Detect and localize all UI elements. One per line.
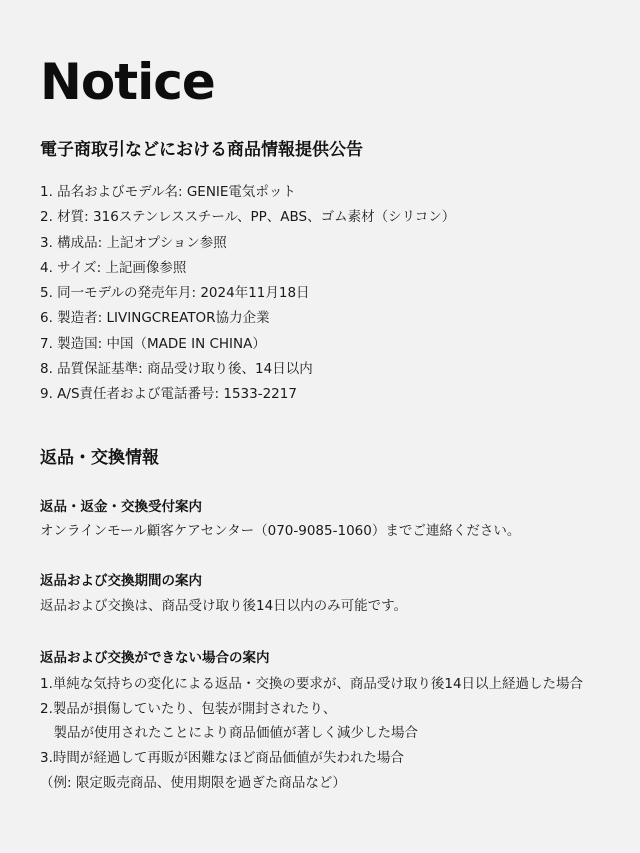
list-item: 5. 同一モデルの発売年月: 2024年11月18日 xyxy=(40,285,310,302)
list-item: 3. 構成品: 上記オプション参照 xyxy=(40,234,227,251)
return-info-heading: 返品・交換情報 xyxy=(40,448,159,468)
page-title: Notice xyxy=(40,53,215,111)
return-not-possible-list xyxy=(40,672,583,796)
list-item: （例: 限定販売商品、使用期限を過ぎた商品など） xyxy=(40,774,346,791)
list-item: 2. 材質: 316ステンレススチール、PP、ABS、ゴム素材（シリコン） xyxy=(40,209,456,226)
list-item: 2.製品が損傷していたり、包装が開封されたり、 xyxy=(40,700,337,717)
list-item: 製品が使用されたことにより商品価値が著しく減少した場合 xyxy=(40,725,418,742)
return-not-possible-heading: 返品および交換ができない場合の案内 xyxy=(40,650,270,666)
product-info-list xyxy=(40,180,455,408)
list-item: 9. A/S責任者および電話番号: 1533-2217 xyxy=(40,386,297,403)
return-period-text: 返品および交換は、商品受け取り後14日以内のみ可能です。 xyxy=(40,598,408,614)
return-contact-text: オンラインモール顧客ケアセンター（070-9085-1060）までご連絡ください。 xyxy=(40,523,521,539)
product-info-heading: 電子商取引などにおける商品情報提供公告 xyxy=(40,140,363,160)
list-item: 7. 製造国: 中国（MADE IN CHINA） xyxy=(40,335,266,352)
list-item: 1. 品名およびモデル名: GENIE電気ポット xyxy=(40,184,296,200)
return-period-heading: 返品および交換期間の案内 xyxy=(40,573,202,589)
list-item: 3.時間が経過して再販が困難なほど商品価値が失われた場合 xyxy=(40,750,404,767)
list-item: 6. 製造者: LIVINGCREATOR協力企業 xyxy=(40,310,270,327)
list-item: 8. 品質保証基準: 商品受け取り後、14日以内 xyxy=(40,361,313,378)
list-item: 1.単純な気持ちの変化による返品・交換の要求が、商品受け取り後14日以上経過した場合 xyxy=(40,676,584,692)
list-item: 4. サイズ: 上記画像参照 xyxy=(40,259,187,276)
return-contact-heading: 返品・返金・交換受付案内 xyxy=(40,499,202,515)
